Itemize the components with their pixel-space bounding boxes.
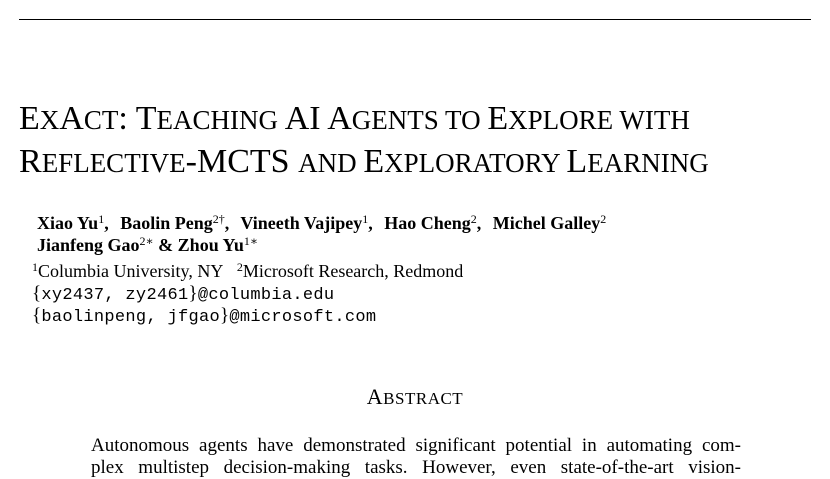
- author-name: Zhou $Yu^{1∗}$: [177, 234, 259, 255]
- email-columbia: {xy2437, zy2461}@columbia.edu: [32, 283, 335, 305]
- author-name: Vineeth Vajipey$^1$: [240, 212, 369, 233]
- author-name: Baolin Peng$^{2\dagger}$: [120, 212, 225, 233]
- abstract-body: [91, 435, 741, 479]
- top-rule: [19, 19, 811, 20]
- author-name: Hao Cheng$^2$: [384, 212, 477, 233]
- title-line-1: EXACT: TEACHING AI AGENTS TO EXPLORE WITH: [19, 100, 690, 137]
- affiliation-columbia: Columbia University, NY: [38, 261, 224, 281]
- title-line-2: REFLECTIVE-MCTS AND EXPLORATORY LEARNING: [19, 143, 709, 180]
- author-name: Xiao Yu$^1$: [37, 212, 105, 233]
- email-microsoft: {baolinpeng, jfgao}@microsoft.com: [32, 305, 377, 327]
- author-name: Jianfeng Gao$^{2∗}$: [37, 234, 154, 255]
- author-list: Xiao Yu$^1$, Baolin Peng$^{2\dagger}$, Vineeth Vajipey$^1$, Hao Cheng$^2$, Michel Galley$^2$ Jianfeng Gao$^{2∗}$ & Zhou $Yu^{1∗}$: [37, 212, 817, 256]
- abstract-heading: ABSTRACT: [366, 384, 464, 409]
- affiliations: $^1$Columbia University, NY $^2$Microsoft Research, Redmond: [32, 260, 464, 281]
- affiliation-microsoft: Microsoft Research, Redmond: [242, 261, 464, 281]
- abstract-line-1: Autonomous agents have demonstrated significant potential in automating com-: [91, 435, 741, 456]
- abstract-line-2: plex multistep decision-making tasks. However, even state-of-the-art vision-: [91, 457, 741, 478]
- author-name: Michel Galley$^2$: [492, 212, 607, 233]
- author-line-2: Jianfeng Gao$^{2∗}$ & Zhou $Yu^{1∗}$: [37, 234, 259, 255]
- paper-title: [19, 98, 819, 184]
